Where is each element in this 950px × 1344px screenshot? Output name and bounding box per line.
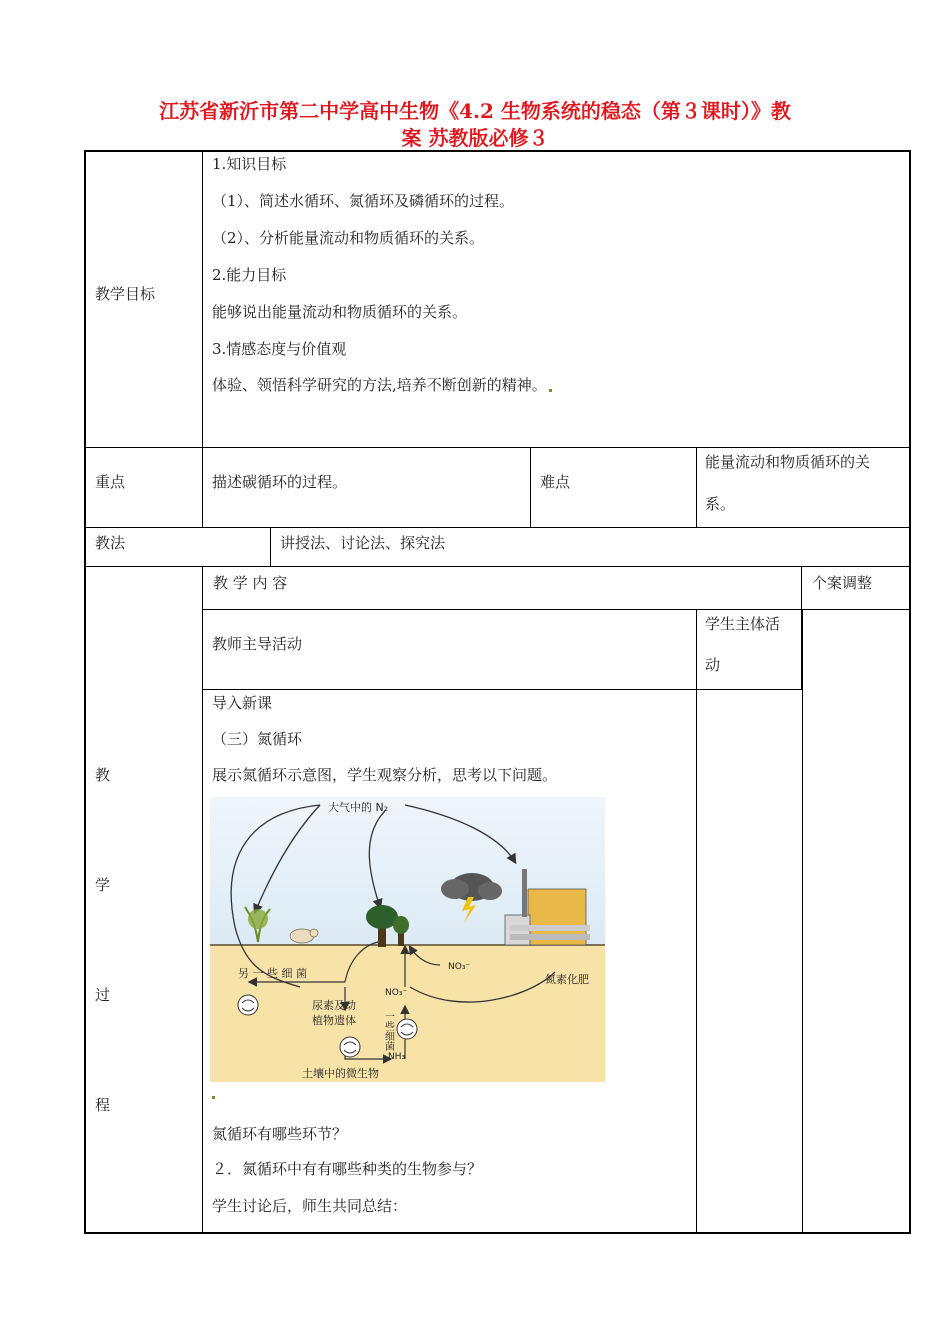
label-other-bacteria: 另 一 些 细 菌: [238, 967, 307, 980]
label-urea-1: 尿素及动: [312, 999, 356, 1012]
adjust-header: 个案调整: [812, 574, 873, 592]
method-text: 讲授法、讨论法、探究法: [280, 534, 446, 552]
process-char-3: 过: [95, 986, 111, 1004]
student-activity-header-line-2: 动: [705, 656, 721, 674]
objective-knowledge-heading: 1.知识目标: [212, 155, 287, 173]
label-nh3: NH₃: [388, 1052, 406, 1062]
nitrogen-cycle-diagram: [210, 797, 605, 1082]
objective-ability-text: 能够说出能量流动和物质循环的关系。: [212, 303, 468, 321]
label-urea-2: 植物遗体: [312, 1014, 356, 1027]
document-title-line-2: 案 苏教版必修３: [401, 126, 549, 150]
document-title-line-1: 江苏省新沂市第二中学高中生物《4.2 生物系统的稳态（第３课时）》教: [159, 99, 791, 123]
question-2: ２．氮循环中有有哪些种类的生物参与？: [212, 1160, 483, 1178]
summary-intro: 学生讨论后，师生共同总结：: [212, 1197, 408, 1215]
content-header: 教 学 内 容: [213, 574, 288, 592]
difficulty-label: 难点: [540, 473, 571, 491]
objective-attitude-heading: 3.情感态度与价值观: [212, 340, 347, 358]
label-nitrogen-fertilizer: 氮素化肥: [545, 973, 589, 986]
objective-ability-heading: 2.能力目标: [212, 266, 287, 284]
label-soil-microbes: 土壤中的微生物: [302, 1067, 379, 1080]
objectives-label: 教学目标: [95, 285, 156, 303]
stray-dot-2: [212, 1096, 215, 1099]
label-atmospheric-n2: 大气中的 N₂: [328, 801, 389, 814]
process-char-2: 学: [95, 876, 111, 894]
difficulty-text-line-2: 系。: [705, 495, 736, 513]
intro-new-lesson: 导入新课: [212, 694, 273, 712]
diagram-instruction: 展示氮循环示意图，学生观察分析，思考以下问题。: [212, 766, 558, 784]
stray-dot: [549, 389, 552, 392]
process-char-1: 教: [95, 766, 111, 784]
label-no3-a: NO₃⁻: [448, 962, 471, 972]
label-some-bacteria: 一些细菌: [382, 1011, 394, 1051]
key-point-label: 重点: [95, 473, 126, 491]
process-char-4: 程: [95, 1096, 111, 1114]
question-1: 氮循环有哪些环节？: [212, 1125, 348, 1143]
key-point-text: 描述碳循环的过程。: [212, 473, 348, 491]
difficulty-text-line-1: 能量流动和物质循环的关: [705, 453, 871, 471]
objective-knowledge-2: （2）、分析能量流动和物质循环的关系。: [212, 229, 485, 247]
method-label: 教法: [95, 534, 126, 552]
teacher-activity-header: 教师主导活动: [212, 635, 303, 653]
student-activity-header-line-1: 学生主体活: [705, 615, 781, 633]
label-no3-b: NO₃⁻: [385, 988, 408, 998]
objective-knowledge-1: （1）、简述水循环、氮循环及磷循环的过程。: [212, 192, 515, 210]
objective-attitude-text: 体验、领悟科学研究的方法,培养不断创新的精神。: [212, 376, 547, 394]
nitrogen-cycle-heading: （三）氮循环: [212, 730, 303, 748]
